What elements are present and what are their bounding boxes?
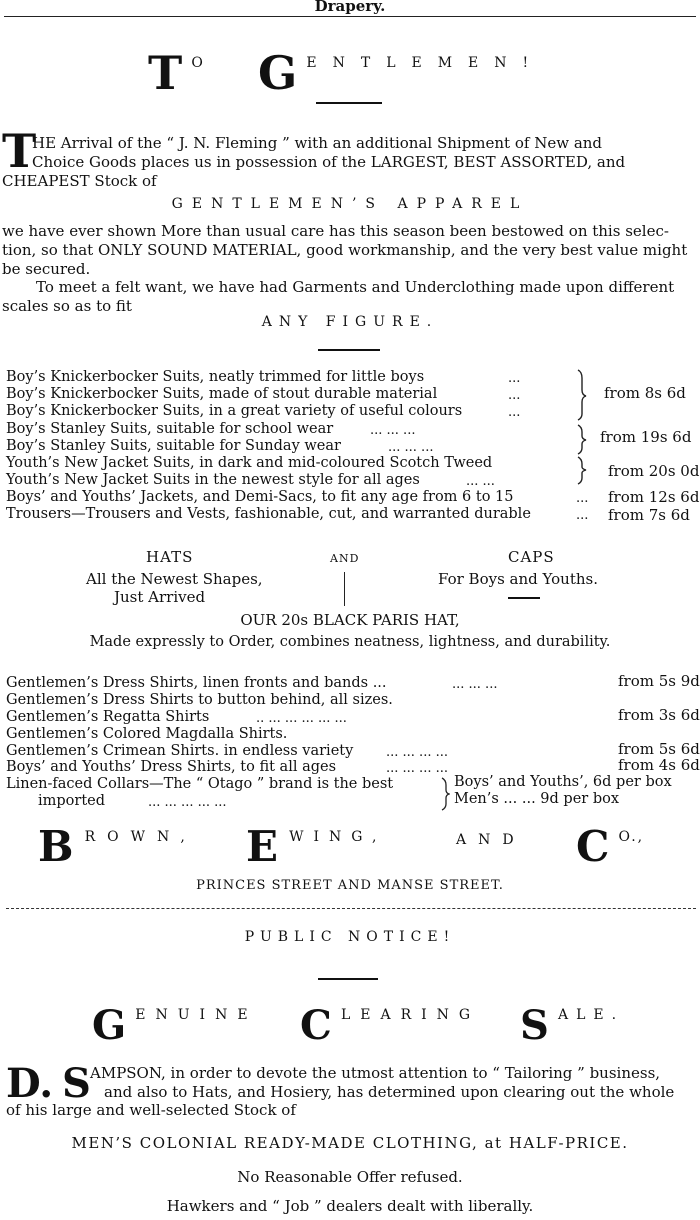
public-notice: PUBLIC NOTICE! — [244, 929, 456, 945]
sale-initial-c: C — [300, 1002, 332, 1049]
list-item: Boys’ and Youths’ Jackets, and Demi-Sacs, to fit any age from 6 to 15 — [6, 489, 514, 505]
price: from 12s 6d — [608, 488, 700, 506]
price: from 3s 6d — [618, 706, 700, 724]
list-dots: ... — [576, 508, 589, 523]
price: from 4s 6d — [618, 756, 700, 774]
heading-rest-o: O — [191, 55, 213, 71]
sale-initial-s: S — [520, 1002, 549, 1049]
para2-line-1: To meet a felt want, we have had Garments and Underclothing made upon different — [36, 278, 675, 296]
intro-line-2: Choice Goods places us in possession of the LARGEST, BEST ASSORTED, and — [32, 153, 626, 171]
price: from 20s 0d — [608, 462, 700, 480]
hats-sub-2: Just Arrived — [114, 588, 206, 606]
list-item: Youth’s New Jacket Suits, in dark and mid-coloured Scotch Tweed — [6, 455, 493, 471]
list-dots: ... ... ... — [452, 677, 498, 692]
sale-rest-ale: ALE. — [557, 1007, 625, 1023]
ad-separator — [6, 908, 696, 909]
price: from 19s 6d — [600, 428, 692, 446]
price: from 5s 9d — [618, 672, 700, 690]
drop-cap-d: D. — [6, 1060, 54, 1107]
price: from 7s 6d — [608, 506, 690, 524]
paris-desc: Made expressly to Order, combines neatness, lightness, and durability. — [89, 634, 611, 650]
list-item: Boy’s Stanley Suits, suitable for school wear — [6, 421, 334, 437]
list-item: Trousers—Trousers and Vests, fashionable, cut, and warranted durable — [6, 506, 531, 522]
sampson-line-3: of his large and well-selected Stock of — [6, 1101, 296, 1119]
collars-price-1: Boys’ and Youths’, 6d per box — [454, 774, 672, 790]
firm-initial-b: B — [38, 822, 74, 871]
list-dots: ... ... ... ... — [386, 745, 448, 760]
sale-rest-enuine: ENUINE — [135, 1007, 258, 1023]
list-item: Gentlemen’s Colored Magdalla Shirts. — [6, 726, 288, 742]
para2-line-2: scales so as to fit — [2, 297, 132, 315]
heading-short-rule — [316, 102, 382, 104]
caps-rule — [508, 597, 540, 599]
hats-caps-divider — [344, 572, 345, 606]
drop-cap-t: T — [2, 124, 37, 178]
header-rule — [4, 16, 696, 17]
caps-heading: CAPS — [508, 548, 555, 566]
no-offer-refused: No Reasonable Offer refused. — [237, 1168, 463, 1186]
list-item: Gentlemen’s Dress Shirts, linen fronts and bands ... — [6, 675, 387, 691]
intro-line-1: HE Arrival of the “ J. N. Fleming ” with an additional Shipment of New and — [32, 134, 603, 152]
firm-and: AND — [456, 832, 526, 848]
sale-genuine — [92, 1002, 258, 1049]
firm-rest-wing: WING, — [289, 829, 387, 845]
collars-dots: ... ... ... ... ... — [148, 795, 227, 810]
firm-initial-c: C — [576, 822, 610, 871]
sale-initial-g: G — [92, 1002, 127, 1049]
list-dots: ... — [576, 491, 589, 506]
and-label: AND — [330, 552, 360, 565]
list-item: Gentlemen’s Dress Shirts to button behind, all sizes. — [6, 692, 393, 708]
list-item: Boys’ and Youths’ Dress Shirts, to fit all ages — [6, 759, 337, 775]
list-dots: ... ... ... ... — [386, 761, 448, 776]
address: PRINCES STREET AND MANSE STREET. — [196, 878, 504, 893]
list-dots: ... — [508, 371, 521, 386]
firm-rest-rown: ROWN, — [84, 829, 197, 845]
caps-sub: For Boys and Youths. — [438, 570, 598, 588]
sale-sale — [520, 1002, 625, 1049]
list-dots: ... ... — [466, 474, 495, 489]
sale-rest-learing: LEARING — [340, 1007, 481, 1023]
any-figure: ANY FIGURE. — [261, 314, 439, 330]
list-dots: .. ... ... ... ... ... — [256, 711, 347, 726]
firm-co — [576, 822, 645, 871]
heading-rest-entlemen: ENTLEMEN! — [306, 55, 545, 71]
list-item: Boy’s Stanley Suits, suitable for Sunday wear — [6, 438, 341, 454]
firm-ewing — [246, 822, 387, 871]
list-dots: ... — [508, 388, 521, 403]
list-item: Boy’s Knickerbocker Suits, made of stout durable material — [6, 386, 438, 402]
hats-sub-1: All the Newest Shapes, — [86, 570, 263, 588]
para1-line-3: be secured. — [2, 260, 91, 278]
list-dots: ... — [508, 405, 521, 420]
price-braces — [574, 368, 588, 488]
intro-line-3: CHEAPEST Stock of — [2, 172, 157, 190]
collars-line-1: Linen-faced Collars—The “ Otago ” brand is the best — [6, 776, 394, 792]
para1-line-1: we have ever shown More than usual care has this season been bestowed on this selec- — [2, 222, 669, 240]
price: from 5s 6d — [618, 740, 700, 758]
paris-hat: OUR 20s BLACK PARIS HAT, — [240, 611, 460, 629]
heading-initial-t: T — [148, 46, 183, 100]
collars-line-2: imported — [38, 793, 106, 809]
any-figure-rule — [318, 349, 380, 351]
price: from 8s 6d — [604, 384, 686, 402]
firm-rest-o: O., — [618, 829, 645, 845]
hawkers-line: Hawkers and “ Job ” dealers dealt with liberally. — [166, 1197, 534, 1215]
ad1-heading-2 — [258, 46, 545, 100]
list-item: Boy’s Knickerbocker Suits, in a great variety of useful colours — [6, 403, 463, 419]
list-dots: ... ... ... — [370, 423, 416, 438]
list-dots: ... ... ... — [388, 440, 434, 455]
firm-initial-e: E — [246, 822, 279, 871]
sampson-line-1: AMPSON, in order to devote the utmost attention to “ Tailoring ” business, — [90, 1064, 661, 1082]
list-item: Youth’s New Jacket Suits in the newest style for all ages — [6, 472, 420, 488]
collars-brace — [440, 776, 450, 812]
para1-line-2: tion, so that ONLY SOUND MATERIAL, good workmanship, and the very best value might — [2, 241, 688, 259]
sampson-line-2: and also to Hats, and Hosiery, has determined upon clearing out the whole — [104, 1083, 675, 1101]
half-price-headline: MEN’S COLONIAL READY-MADE CLOTHING, at HALF-PRICE. — [71, 1134, 629, 1152]
collars-price-2: Men’s ... ... 9d per box — [454, 791, 620, 807]
drop-cap-s: S — [62, 1060, 91, 1107]
ad1-heading — [148, 46, 213, 100]
list-item: Gentlemen’s Regatta Shirts — [6, 709, 210, 725]
section-header: Drapery. — [314, 0, 386, 15]
apparel-title: GENTLEMEN’S APPAREL — [171, 196, 529, 212]
hats-heading: HATS — [146, 548, 194, 566]
firm-brown — [38, 822, 197, 871]
list-item: Boy’s Knickerbocker Suits, neatly trimmed for little boys — [6, 369, 425, 385]
list-item: Gentlemen’s Crimean Shirts. in endless variety — [6, 743, 354, 759]
heading-initial-g: G — [258, 46, 298, 100]
sale-clearing — [300, 1002, 481, 1049]
notice-rule — [318, 978, 378, 980]
